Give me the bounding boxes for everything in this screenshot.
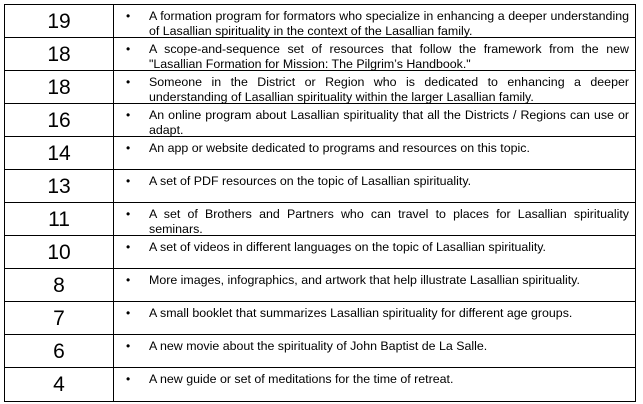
bullet-icon: • [126, 42, 131, 56]
response-count: 18 [5, 38, 114, 70]
ranking-table [4, 4, 636, 402]
item-description-cell [114, 71, 635, 103]
item-description-cell [114, 38, 635, 70]
item-description-cell [114, 368, 635, 401]
item-description: A formation program for formators who specialize in enhancing a deeper understanding of Lasallian spirituality in the context of the Lasallian family. [149, 9, 629, 38]
table-row [5, 71, 635, 104]
response-count: 13 [5, 170, 114, 202]
table-row [5, 335, 635, 368]
response-count: 16 [5, 104, 114, 136]
bullet-icon: • [126, 9, 131, 23]
item-description-cell [114, 269, 635, 301]
item-description-cell [114, 170, 635, 202]
table-row [5, 38, 635, 71]
bullet-icon: • [126, 306, 131, 320]
response-count: 8 [5, 269, 114, 301]
item-description-cell [114, 137, 635, 169]
response-count: 14 [5, 137, 114, 169]
item-description-cell [114, 203, 635, 235]
table-row [5, 137, 635, 170]
bullet-icon: • [126, 273, 131, 287]
response-count: 10 [5, 236, 114, 268]
table-row [5, 269, 635, 302]
item-description: More images, infographics, and artwork that help illustrate Lasallian spirituality. [149, 273, 580, 287]
item-description-cell [114, 5, 635, 37]
table-row [5, 170, 635, 203]
response-count: 6 [5, 335, 114, 367]
item-description-cell [114, 236, 635, 268]
item-description: A new movie about the spirituality of John Baptist de La Salle. [149, 339, 488, 353]
item-description: A scope-and-sequence set of resources that follow the framework from the new "Lasallian Formation for Mission: The Pilgrim’s Handbook." [149, 42, 629, 71]
response-count: 18 [5, 71, 114, 103]
table-row [5, 104, 635, 137]
item-description-cell [114, 335, 635, 367]
item-description: A new guide or set of meditations for the time of retreat. [149, 372, 454, 386]
bullet-icon: • [126, 207, 131, 221]
bullet-icon: • [126, 174, 131, 188]
item-description-cell [114, 302, 635, 334]
table-row [5, 5, 635, 38]
response-count: 19 [5, 5, 114, 37]
item-description: An app or website dedicated to programs and resources on this topic. [149, 141, 530, 155]
table-row [5, 236, 635, 269]
response-count: 7 [5, 302, 114, 334]
response-count: 4 [5, 368, 114, 401]
bullet-icon: • [126, 75, 131, 89]
bullet-icon: • [126, 372, 131, 386]
item-description: A set of videos in different languages on the topic of Lasallian spirituality. [149, 240, 546, 254]
table-row [5, 302, 635, 335]
item-description-cell [114, 104, 635, 136]
item-description: A small booklet that summarizes Lasallian spirituality for different age groups. [149, 306, 573, 320]
item-description: A set of PDF resources on the topic of Lasallian spirituality. [149, 174, 472, 188]
item-description: A set of Brothers and Partners who can travel to places for Lasallian spirituality seminars. [149, 207, 629, 236]
bullet-icon: • [126, 141, 131, 155]
bullet-icon: • [126, 108, 131, 122]
bullet-icon: • [126, 339, 131, 353]
table-row [5, 368, 635, 401]
bullet-icon: • [126, 240, 131, 254]
item-description: An online program about Lasallian spirituality that all the Districts / Regions can use or adapt. [149, 108, 629, 137]
table-row [5, 203, 635, 236]
response-count: 11 [5, 203, 114, 235]
item-description: Someone in the District or Region who is dedicated to enhancing a deeper understanding of Lasallian spirituality within the larger Lasallian family. [149, 75, 629, 104]
